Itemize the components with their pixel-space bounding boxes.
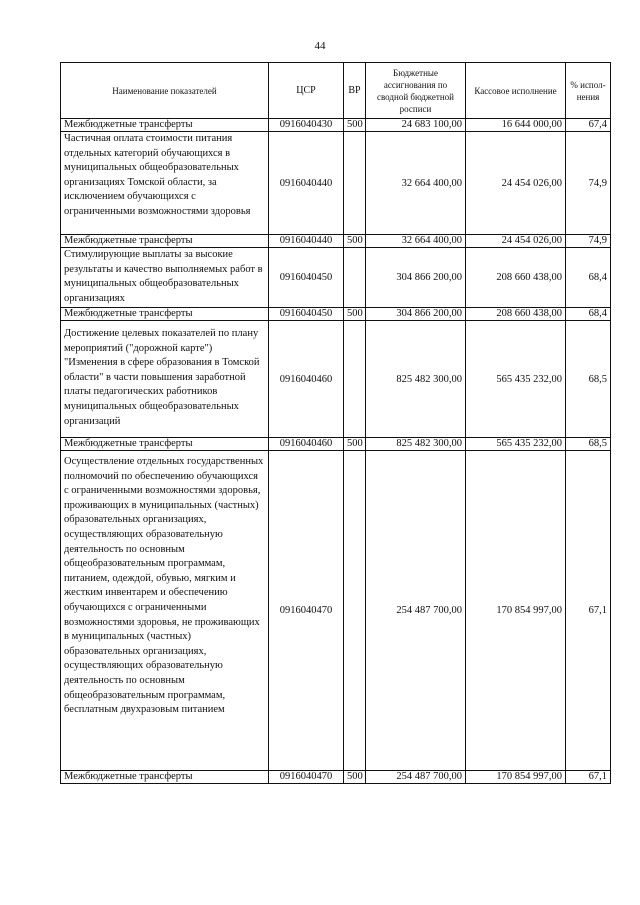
row-csr: 0916040460 [269,438,344,451]
table-row [61,235,611,248]
row-vr [344,451,366,771]
row-cash: 24 454 026,00 [466,235,566,248]
row-csr: 0916040450 [269,308,344,321]
row-budget: 24 683 100,00 [366,119,466,132]
row-vr: 500 [344,235,366,248]
row-budget: 254 487 700,00 [366,451,466,771]
header-vr: ВР [344,63,366,119]
row-pct: 68,5 [566,438,611,451]
row-cash: 208 660 438,00 [466,248,566,308]
row-cash: 565 435 232,00 [466,321,566,438]
row-csr: 0916040470 [269,771,344,784]
row-pct: 74,9 [566,235,611,248]
row-cash: 16 644 000,00 [466,119,566,132]
row-cash: 170 854 997,00 [466,771,566,784]
row-budget: 304 866 200,00 [366,248,466,308]
row-budget: 304 866 200,00 [366,308,466,321]
row-name: Межбюджетные трансферты [61,235,269,248]
budget-table [60,62,611,784]
table-header-row [61,63,611,119]
row-csr: 0916040450 [269,248,344,308]
row-vr [344,321,366,438]
row-budget: 825 482 300,00 [366,438,466,451]
row-cash: 24 454 026,00 [466,132,566,235]
row-pct: 67,4 [566,119,611,132]
row-budget: 32 664 400,00 [366,132,466,235]
table-row [61,451,611,771]
header-csr: ЦСР [269,63,344,119]
row-name: Межбюджетные трансферты [61,308,269,321]
row-name: Межбюджетные трансферты [61,438,269,451]
row-name: Частичная оплата стоимости питания отдельных категорий обучающихся в муниципальных общеобразовательных организациях Томской области, за исключением обучающихся с ограниченными возможностями здоровья [61,132,269,235]
row-csr: 0916040440 [269,235,344,248]
row-budget: 254 487 700,00 [366,771,466,784]
row-cash: 208 660 438,00 [466,308,566,321]
row-vr [344,248,366,308]
row-csr: 0916040430 [269,119,344,132]
table-row [61,119,611,132]
row-name: Осуществление отдельных государственных полномочий по обеспечению обучающихся с ограниченными возможностями здоровья, проживающих в муниципальных (частных) образовательных организациях, осуществляющих образовательную деятельность по основным общеобразовательным программам, питанием, одеждой, обувью, мягким и жестким инвентарем и обеспечению обучающихся с ограниченными возможностями здоровья, не проживающих в муниципальных (частных) образовательных организациях, осуществляющих образовательную деятельность по основным общеобразовательным программам, бесплатным двухразовым питанием [61,451,269,771]
table-row [61,321,611,438]
row-name: Межбюджетные трансферты [61,119,269,132]
row-vr [344,132,366,235]
header-pct: % испол-нения [566,63,611,119]
row-csr: 0916040460 [269,321,344,438]
row-pct: 68,5 [566,321,611,438]
row-pct: 68,4 [566,248,611,308]
row-csr: 0916040440 [269,132,344,235]
row-name: Стимулирующие выплаты за высокие результаты и качество выполняемых работ в муниципальных общеобразовательных организациях [61,248,269,308]
row-budget: 825 482 300,00 [366,321,466,438]
row-vr: 500 [344,438,366,451]
row-vr: 500 [344,771,366,784]
table-row [61,308,611,321]
table-row [61,132,611,235]
header-name: Наименование показателей [61,63,269,119]
row-name: Межбюджетные трансферты [61,771,269,784]
row-csr: 0916040470 [269,451,344,771]
header-budget: Бюджетные ассигнования по сводной бюджетной росписи [366,63,466,119]
table-row [61,248,611,308]
row-vr: 500 [344,119,366,132]
header-cash: Кассовое исполнение [466,63,566,119]
row-cash: 565 435 232,00 [466,438,566,451]
row-pct: 74,9 [566,132,611,235]
page-number: 44 [314,40,326,52]
row-name: Достижение целевых показателей по плану мероприятий ("дорожной карте") "Изменения в сфере образования в Томской области" в части повышения заработной платы педагогических работников муниципальных общеобразовательных организаций [61,321,269,438]
row-pct: 68,4 [566,308,611,321]
table-row [61,771,611,784]
row-vr: 500 [344,308,366,321]
table-row [61,438,611,451]
row-budget: 32 664 400,00 [366,235,466,248]
row-pct: 67,1 [566,771,611,784]
row-cash: 170 854 997,00 [466,451,566,771]
row-pct: 67,1 [566,451,611,771]
